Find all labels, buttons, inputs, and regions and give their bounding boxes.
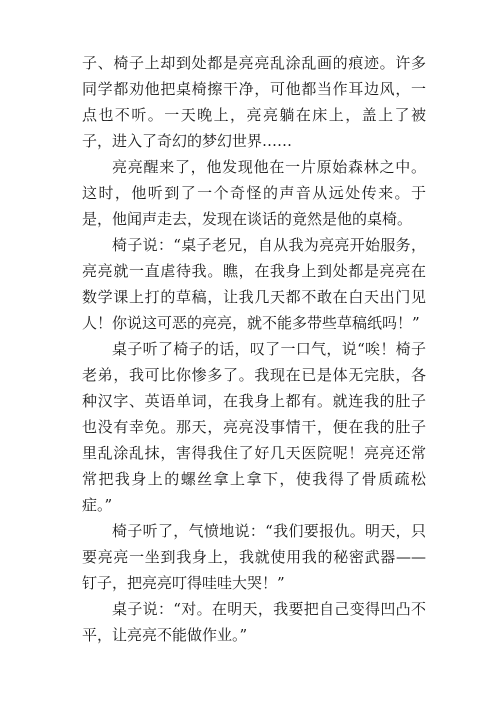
- paragraph-table-complaint: 桌子听了椅子的话，叹了一口气，说“唉！椅子老弟，我可比你惨多了。我现在已是体无完肤，各种汉字、英语单词，在我身上都有。就连我的肚子也没有幸免。那天，亮亮没事情干，便在我的肚子里乱涂乱抹，害得我住了好几天医院呢！亮亮还常常把我身上的螺丝拿上拿下，使我得了骨质疏松症。”: [82, 340, 426, 514]
- paragraph-table-plan: 桌子说：“对。在明天，我要把自己变得凹凸不平，让亮亮不能做作业。”: [82, 600, 426, 644]
- paragraph-forest: 亮亮醒来了，他发现他在一片原始森林之中。这时，他听到了一个奇怪的声音从远处传来。于是，他闻声走去，发现在谈话的竟然是他的桌椅。: [82, 158, 426, 228]
- story-text: [82, 50, 426, 648]
- paragraph-continuation: 子、椅子上却到处都是亮亮乱涂乱画的痕迹。许多同学都劝他把桌椅擦干净，可他都当作耳边风，一点也不听。一天晚上，亮亮躺在床上，盖上了被子，进入了奇幻的梦幻世界……: [82, 54, 426, 150]
- paragraph-chair-revenge: 椅子听了，气愤地说：“我们要报仇。明天，只要亮亮一坐到我身上，我就使用我的秘密武器——钉子，把亮亮叮得哇哇大哭！”: [82, 522, 426, 592]
- paragraph-chair-complaint: 椅子说：“桌子老兄，自从我为亮亮开始服务，亮亮就一直虐待我。瞧，在我身上到处都是亮亮在数学课上打的草稿，让我几天都不敢在白天出门见人！你说这可恶的亮亮，就不能多带些草稿纸吗！”: [82, 236, 426, 332]
